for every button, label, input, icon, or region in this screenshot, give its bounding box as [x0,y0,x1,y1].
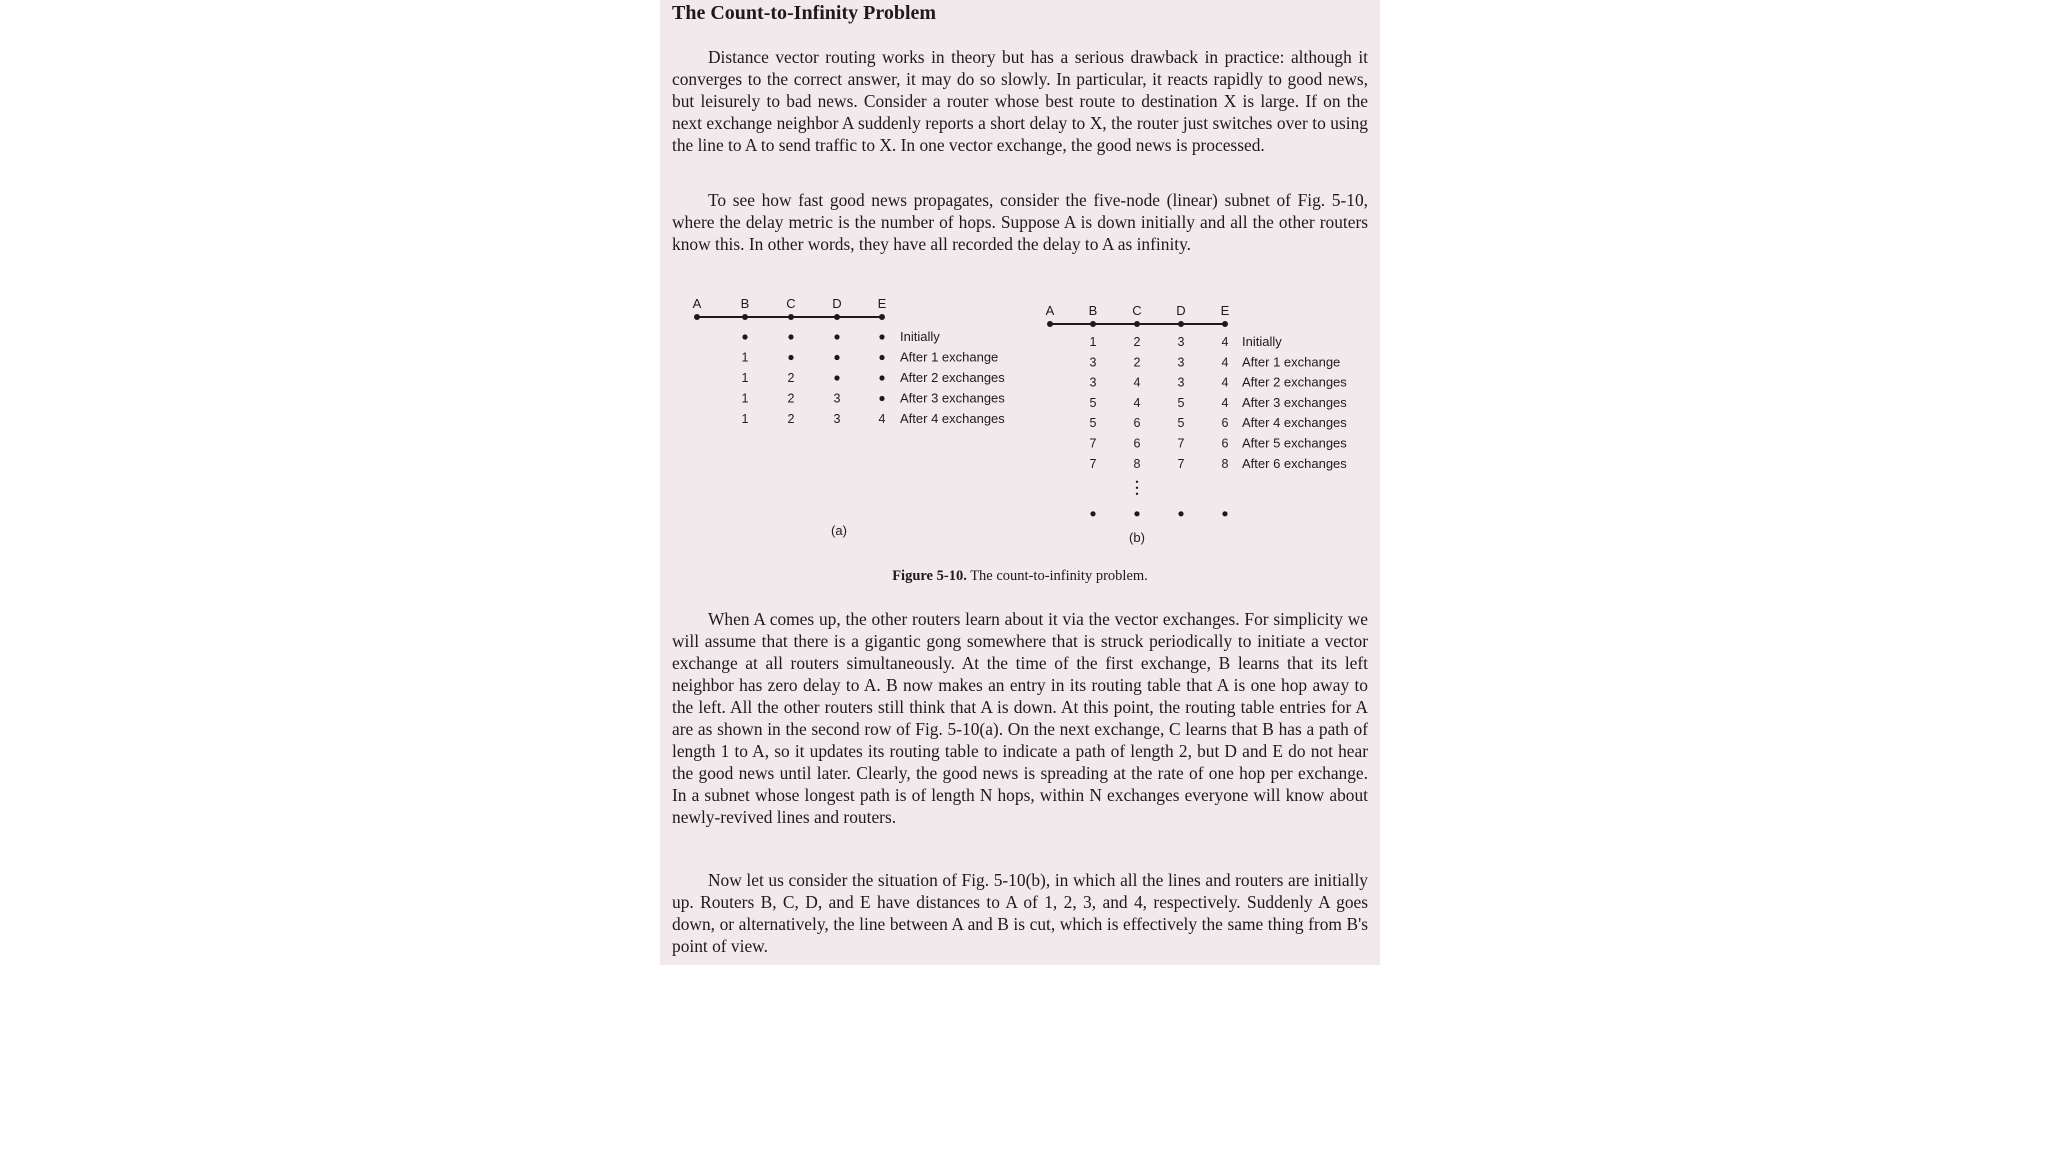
distance-cell: 7 [1177,456,1185,471]
distance-cell: 1 [741,371,749,385]
exchange-row-label: Initially [900,329,940,344]
node-label-e: E [1220,303,1230,318]
figure-5-10a [670,292,1010,547]
distance-cell: 5 [1089,416,1097,431]
distance-cell: 4 [1221,335,1229,349]
infinity-dot [742,334,747,339]
distance-cell: 2 [787,412,795,426]
distance-cell: 5 [1177,395,1185,410]
continuation-dot [1136,481,1138,483]
distance-cell: 3 [1177,355,1185,370]
figure-number: Figure 5-10. [892,568,967,584]
exchange-row-label: After 4 exchanges [900,411,1005,426]
figure-5-10b [1030,280,1370,555]
exchange-row-label: After 5 exchanges [1242,435,1347,451]
infinity-dot [879,375,884,380]
router-node-d [1178,321,1184,327]
distance-cell: 4 [1133,375,1141,390]
distance-cell: 1 [741,391,749,406]
continuation-dot [1136,487,1138,489]
paragraph-bad-news: Now let us consider the situation of Fig. 5-10(b), in which all the lines and routers are initially up. Routers B, C, D, and E have distances to A of 1, 2, 3, and 4, respectively. Suddenly A goes down, or alternatively, the line between A and B is cut, which is effectively the same thing from B's point of view. [672,870,1368,956]
distance-cell: 4 [1133,395,1141,410]
distance-cell: 8 [1221,456,1229,471]
distance-cell: 7 [1089,456,1097,471]
exchange-row-label: After 4 exchanges [1242,415,1347,431]
router-node-e [1222,321,1228,327]
node-label-d: D [832,296,842,311]
distance-cell: 3 [1089,375,1097,390]
continuation-dot [1090,511,1095,516]
router-node-d [834,314,840,320]
distance-cell: 2 [787,391,795,406]
distance-cell: 3 [1177,375,1185,390]
distance-cell: 7 [1089,436,1097,451]
node-label-a: A [692,296,702,311]
node-label-b: B [1088,303,1098,318]
infinity-dot [788,355,793,360]
router-node-b [1090,321,1096,327]
node-label-c: C [786,296,796,311]
router-node-a [1047,321,1053,327]
exchange-row-label: Initially [1242,334,1282,349]
distance-cell: 3 [833,391,841,406]
distance-cell: 6 [1133,416,1141,431]
node-label-a: A [1045,303,1055,318]
node-label-c: C [1132,303,1142,318]
distance-cell: 1 [741,412,749,426]
distance-cell: 2 [787,371,795,385]
infinity-dot [879,334,884,339]
paragraph-gong: When A comes up, the other routers learn about it via the vector exchanges. For simplicity we will assume that there is a gigantic gong somewhere that is struck periodically to initiate a vector exchange at all routers simultaneously. At the time of the first exchange, B learns that its left neighbor has zero delay to A. B now makes an entry in its routing table that A is one hop away to the left. All the other routers still think that A is down. At this point, the routing table entries for A are as shown in the second row of Fig. 5-10(a). On the next exchange, C learns that B has a path of length 1 to A, so it updates its routing table to indicate a path of length 2, but D and E do not hear the good news until later. Clearly, the good news is spreading at the rate of one hop per exchange. In a subnet whose longest path is of length N hops, within N exchanges everyone will know about newly-revived lines and routers. [672,609,1368,827]
figure-sublabel-b: (b) [1129,530,1145,545]
figure-caption-text: The count-to-infinity problem. [970,568,1148,584]
node-label-d: D [1176,303,1186,318]
node-label-b: B [740,296,750,311]
infinity-dot [879,396,884,401]
router-node-b [742,314,748,320]
exchange-row-label: After 1 exchange [1242,354,1341,370]
distance-cell: 3 [1089,355,1097,370]
infinity-dot [834,375,839,380]
distance-cell: 5 [1177,416,1185,431]
continuation-dot [1222,511,1227,516]
router-node-c [788,314,794,320]
distance-cell: 3 [833,412,841,426]
figure-caption [660,568,1380,585]
router-node-a [694,314,700,320]
distance-cell: 2 [1133,355,1141,370]
exchange-row-label: After 3 exchanges [900,390,1005,406]
distance-cell: 8 [1133,456,1141,471]
router-node-e [879,314,885,320]
distance-cell: 4 [1221,355,1229,370]
infinity-dot [788,334,793,339]
continuation-dot [1178,511,1183,516]
distance-cell: 5 [1089,395,1097,410]
distance-cell: 4 [878,412,886,426]
distance-cell: 4 [1221,375,1229,390]
distance-cell: 6 [1221,416,1229,431]
distance-cell: 3 [1177,335,1185,349]
distance-cell: 1 [741,350,749,365]
node-label-e: E [877,296,887,311]
exchange-row-label: After 2 exchanges [1242,374,1347,390]
document-page [660,0,1380,965]
section-title: The Count-to-Infinity Problem [672,2,937,24]
infinity-dot [834,334,839,339]
exchange-row-label: After 2 exchanges [900,370,1005,385]
continuation-dot [1136,493,1138,495]
continuation-dot [1134,511,1139,516]
figure-sublabel-a: (a) [831,523,847,538]
paragraph-good-news: To see how fast good news propagates, consider the five-node (linear) subnet of Fig. 5-10, where the delay metric is the number of hops. Suppose A is down initially and all the other routers know this. In other words, they have all recorded the delay to A as infinity. [672,190,1368,254]
infinity-dot [834,355,839,360]
distance-cell: 4 [1221,395,1229,410]
distance-cell: 2 [1133,335,1141,349]
infinity-dot [879,355,884,360]
distance-cell: 1 [1089,335,1097,349]
distance-cell: 6 [1221,436,1229,451]
distance-cell: 7 [1177,436,1185,451]
exchange-row-label: After 6 exchanges [1242,455,1347,471]
distance-cell: 6 [1133,436,1141,451]
paragraph-intro: Distance vector routing works in theory but has a serious drawback in practice: although it converges to the correct answer, it may do so slowly. In particular, it reacts rapidly to good news, but leisurely to bad news. Consider a router whose best route to destination X is large. If on the next exchange neighbor A suddenly reports a short delay to X, the router just switches over to using the line to A to send traffic to X. In one vector exchange, the good news is processed. [672,47,1368,155]
exchange-row-label: After 1 exchange [900,349,999,365]
router-node-c [1134,321,1140,327]
exchange-row-label: After 3 exchanges [1242,394,1347,410]
